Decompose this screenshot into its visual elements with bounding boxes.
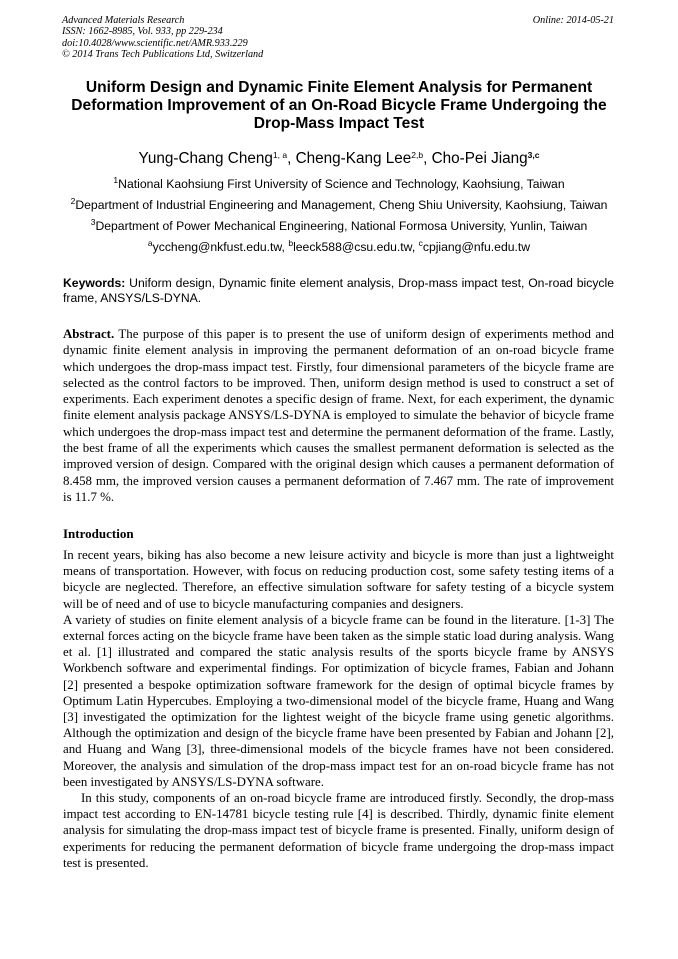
doi-line: doi:10.4028/www.scientific.net/AMR.933.229 bbox=[62, 37, 248, 49]
affiliation-text: Department of Industrial Engineering and Management, Cheng Shiu University, Kaohsiung, Taiwan bbox=[75, 198, 608, 212]
keywords-block bbox=[63, 276, 614, 305]
email-list bbox=[40, 240, 638, 254]
affiliation-number: 3 bbox=[90, 217, 96, 227]
online-date: Online: 2014-05-21 bbox=[532, 15, 614, 26]
paragraph: A variety of studies on finite element analysis of a bicycle frame can be found in the literature. [1-3] The external forces acting on the bicycle frame have been taken as the simple static load during analysis. Wang et al. [1] illustrated and compared the static analysis results of the sports bicycle frame by ANSYS Workbench software and experimental findings. For optimization of bicycle frames, Fabian and Johann [2] presented a bespoke optimization software framework for the design of optimal bicycle frames by Optimum Latin Hypercubes. Employing a two-dimensional model of the bicycle frame, Huang and Wang [3] investigated the optimization for the lightest weight of the bicycle frame using genetic algorithms. Although the optimization and design of the bicycle frame have been presented by Fabian and Johann [2], and Huang and Wang [3], three-dimensional models of the bicycle frames have not been considered. Moreover, the analysis and simulation of the drop-mass impact test for an on-road bicycle frame has not been investigated by ANSYS/LS-DYNA software. bbox=[63, 612, 614, 789]
journal-name: Advanced Materials Research bbox=[62, 15, 185, 26]
paragraph: In this study, components of an on-road bicycle frame are introduced firstly. Secondly, the drop-mass impact test according to EN-14781 bicycle testing rule [4] is described. Thirdly, dynamic finite element analysis for simulating the drop-mass impact test of bicycle frame is presented. Finally, uniform design of experiments for reducing the permanent deformation of bicycle frame undergoing the drop-mass impact test is presented. bbox=[63, 791, 614, 870]
paragraph: In recent years, biking has also become a new leisure activity and bicycle is more than just a lightweight means of transportation. However, with focus on reducing production cost, some safety testing items of a bicycle are neglected. Therefore, an effective simulation software for safety testing of a bicycle system will be of need and of use to bicycle manufacturing companies and designers. bbox=[63, 548, 614, 611]
affiliation-number: 2 bbox=[70, 196, 76, 206]
email-address[interactable]: cpjiang@nfu.edu.tw bbox=[422, 240, 531, 254]
affiliation-2 bbox=[40, 198, 638, 212]
paper-title: Uniform Design and Dynamic Finite Element Analysis for Permanent Deformation Improvement of an On-Road Bicycle Frame Undergoing the Drop-Mass Impact Test bbox=[71, 79, 607, 133]
affiliation-text: Department of Power Mechanical Engineering, National Formosa University, Yunlin, Taiwan bbox=[95, 219, 588, 233]
affiliation-3 bbox=[40, 219, 638, 233]
abstract-text: The purpose of this paper is to present the use of uniform design of experiments method and dynamic finite element analysis in improving the permanent deformation of an on-road bicycle frame which undergoes the drop-mass impact test. Firstly, four dimensional parameters of the bicycle frame are selected as the control factors to be improved. Then, uniform design method is used to construct a set of experiments. Each experiment denotes a specific design of frame. Next, for each experiment, the dynamic finite element analysis package ANSYS/LS-DYNA is employed to simulate the behavior of bicycle frame which undergoes the drop-mass impact test and determine the permanent deformation of the frame. Lastly, the best frame of all the experiments which causes the smallest permanent deformation is selected as the improved version of design. Compared with the original design which causes a permanent deformation of 8.458 mm, the improved version causes a permanent deformation of 7.467 mm. The rate of improvement is 11.7 %. bbox=[63, 327, 615, 504]
author-separator: , bbox=[287, 150, 296, 167]
author-name: Cho-Pei Jiang bbox=[431, 150, 528, 167]
introduction-body bbox=[63, 547, 614, 871]
publication-info bbox=[62, 15, 263, 61]
author-affiliation-mark: 2,b bbox=[411, 150, 424, 160]
affiliation-number: 1 bbox=[113, 175, 119, 185]
email-mark: b bbox=[288, 238, 294, 248]
keywords-text: Uniform design, Dynamic finite element analysis, Drop-mass impact test, On-road bicycle frame, ANSYS/LS-DYNA. bbox=[63, 276, 615, 305]
affiliation-text: National Kaohsiung First University of Science and Technology, Kaohsiung, Taiwan bbox=[118, 177, 565, 191]
keywords-label: Keywords: bbox=[63, 276, 126, 290]
email-separator: , bbox=[411, 240, 419, 254]
author-name: Yung-Chang Cheng bbox=[138, 150, 273, 167]
abstract-block bbox=[63, 326, 614, 505]
email-mark: a bbox=[147, 238, 153, 248]
abstract-label: Abstract. bbox=[63, 327, 115, 341]
issn-line: ISSN: 1662-8985, Vol. 933, pp 229-234 bbox=[62, 26, 223, 38]
email-mark: c bbox=[418, 238, 423, 248]
email-separator: , bbox=[281, 240, 289, 254]
copyright-line: © 2014 Trans Tech Publications Ltd, Switzerland bbox=[62, 49, 264, 61]
author-list bbox=[40, 150, 638, 168]
section-heading-introduction: Introduction bbox=[63, 526, 134, 541]
author-name: Cheng-Kang Lee bbox=[295, 150, 412, 167]
author-affiliation-mark: 1, a bbox=[272, 150, 288, 160]
author-separator: , bbox=[423, 150, 432, 167]
affiliation-1 bbox=[40, 177, 638, 191]
email-address[interactable]: yccheng@nkfust.edu.tw bbox=[152, 240, 282, 254]
author-affiliation-mark: 3,c bbox=[527, 150, 540, 160]
email-address[interactable]: leeck588@csu.edu.tw bbox=[293, 240, 412, 254]
